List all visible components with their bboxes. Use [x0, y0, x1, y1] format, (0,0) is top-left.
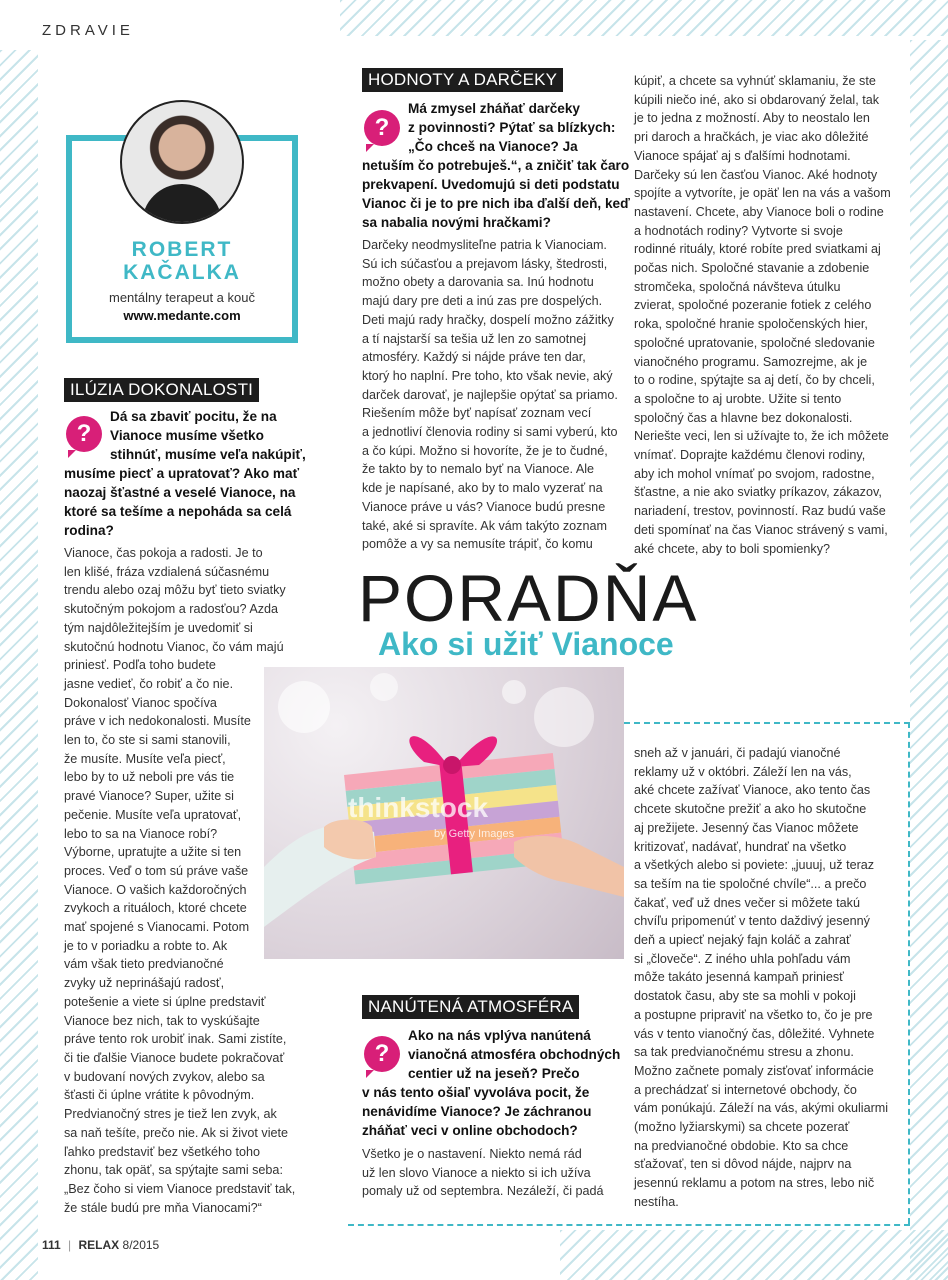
decor-stripes-top — [340, 0, 948, 36]
question-hodnoty: Má zmysel zháňať darčeky z povinnosti? Pýtať sa blízkych: „Čo chceš na Vianoce? Ja netuším čo potrebuješ.“, a zničiť tak čaro prekvapení. Uvedomujú si deti podstatu Vianoc či je to pre nich iba ďalší deň, keď sa nabalia novými hračkami? — [362, 101, 630, 230]
question-icon: ? — [364, 1036, 400, 1072]
question-icon: ? — [66, 416, 102, 452]
author-avatar — [120, 100, 244, 224]
gift-photo — [264, 667, 624, 959]
page-subtitle: Ako si užiť Vianoce — [378, 626, 674, 662]
author-role: mentálny terapeut a kouč — [109, 290, 255, 305]
decor-stripes-bottom — [560, 1230, 948, 1280]
footer-separator: | — [68, 1238, 72, 1252]
question-icon: ? — [364, 110, 400, 146]
question-iluzia: Dá sa zbaviť pocitu, že na Vianoce musíme všetko stihnúť, musíme veľa nakúpiť, musíme piecť a upratovať? Ako mať naozaj šťastné a veselé Vianoce, na ktoré sa tešíme a nepoháda sa celá rodina? — [64, 409, 306, 538]
heading-hodnoty: HODNOTY A DARČEKY — [362, 68, 563, 92]
page-footer — [42, 1238, 159, 1252]
decor-stripes-right — [910, 40, 948, 1280]
page-title: PORADŇA — [358, 561, 699, 635]
question-nanutena: Ako na nás vplýva nanútená vianočná atmosféra obchodných centier už na jeseň? Prečo v nás tento ošiaľ vyvoláva pocit, že nenávidíme Vianoce? Je záchranou zháňať veci v online obchodoch? — [362, 1028, 621, 1138]
watermark: thinkstock — [348, 792, 489, 823]
dashed-line-right — [908, 722, 910, 1224]
dashed-line-bottom — [348, 1224, 910, 1226]
magazine-name: RELAX — [78, 1238, 120, 1252]
author-website[interactable]: www.medante.com — [123, 308, 241, 323]
gift-illustration — [264, 667, 624, 959]
author-first-name: ROBERT — [131, 238, 233, 261]
section-label: ZDRAVIE — [42, 22, 134, 39]
heading-iluzia: ILÚZIA DOKONALOSTI — [64, 378, 259, 402]
watermark-sub: by Getty Images — [434, 828, 515, 840]
dashed-line-top — [624, 722, 910, 724]
body-nanutena: Všetko je o nastavení. Niekto nemá rád už len slovo Vianoce a niekto si ich užíva pomaly už od septembra. Nezáleží, či padá — [362, 1147, 604, 1199]
issue-number: 8/2015 — [122, 1238, 160, 1252]
body-nanutena-col2: sneh až v januári, či padajú vianočné reklamy už v októbri. Záleží len na vás, aké chcete zažívať Vianoce, ako tento čas chcete skutočne prežiť a ako ho skutočne aj prežijete. Jesenný čas Vianoc môžete kritizovať, nadávať, hundrať na všetko a všetkých alebo si poviete: „juuuj, už teraz sa teším na tie spoločné chvíle“... a prečo čakať, veď už dnes večer si môžete takú chvíľu pripomenúť v tento daždivý jesenný deň a upiecť nejaký fajn koláč a zahrať si „človeče“. Z iného uhla pohľadu vám môže takáto jesenná kampaň priniesť dostatok času, aby ste sa mohli v pokoji a postupne pripraviť na všetko to, čo je pre vás v tento vianočný čas, dôležité. Vyhnete sa tak predvianočnému stresu a zhonu. Možno začnete pomaly zisťovať informácie a prechádzať si internetové obchody, čo vám ponúkajú. Záleží na vás, akými okuliarmi (možno lyžiarskymi) sa chcete pozerať na predvianočné obdobie. Kto sa chce sťažovať, ten si dôvod nájde, najprv na jesennú reklamu a potom na stres, lebo nič nestíha. — [634, 746, 889, 1209]
body-hodnoty-col2: kúpiť, a chcete sa vyhnúť sklamaniu, že ste kúpili niečo iné, ako si obdarovaný želal, tak je to jedna z možností. Aby to neostalo len pri daroch a hračkách, je viac ako dôležité Vianoce spájať aj s ďalšími hodnotami. Darčeky sú len časťou Vianoc. Aké hodnoty spojíte a vytvoríte, je opäť len na vás a vašom nastavení. Chcete, aby Vianoce boli o rodine a hodnotách rodiny? Vytvorte si svoje rodinné rituály, ktoré robíte pred sviatkami aj počas nich. Spoločné stavanie a zdobenie stromčeka, spoločná návšteva útulku zvierat, spoločné pozeranie fotiek z celého roka, spoločné hranie spoločenských hier, spoločné upratovanie, spoločné sledovanie vianočného programu. Samozrejme, ak je to o rodine, spýtajte sa aj detí, čo by chceli, a spoločne to aj urobte. Užite si tento spoločný čas a hlavne bez dokonalosti. Neriešte veci, len si užívajte to, že ich môžete vnímať. Doprajte každému členovi rodiny, aby ich mohol vnímať po svojom, radostne, šťastne, a nie ako sviatky príkazov, zákazov, nariadení, trestov, povinností. Raz budú vaše deti spomínať na čas Vianoc strávený s vami, aké chcete, aby to boli spomienky? — [634, 74, 891, 556]
author-last-name: KAČALKA — [123, 261, 241, 284]
heading-nanutena: NANÚTENÁ ATMOSFÉRA — [362, 995, 579, 1019]
page-number: 111 — [42, 1238, 61, 1252]
decor-stripes-left — [0, 50, 38, 1280]
body-iluzia: Vianoce, čas pokoja a radosti. Je to len klišé, fráza vzdialená súčasnému trendu alebo ozaj môžu byť tieto sviatky skutočným pokojom a radosťou? Azda tým najdôležitejším je uvedomiť si skutočnú hodnotu Vianoc, čo vám majú priniesť. Podľa toho budete jasne vedieť, čo robiť a čo nie. Dokonalosť Vianoc spočíva práve v ich nedokonalosti. Musíte len to, čo ste si sami stanovili, že musíte. Musíte veľa piecť, lebo by to už neboli pre vás tie pravé Vianoce? Super, užite si pečenie. Musíte veľa upratovať, lebo to sa na Vianoce robí? Výborne, upratujte a užite si ten proces. Veď o tom sú práve vaše Vianoce. O vašich každoročných zvykoch a rituáloch, ktoré chcete mať spojené s Vianocami. Potom je to v poriadku a robte to. Ak vám však tieto predvianočné zvyky už neprinášajú radosť, potešenie a viete si úplne predstaviť Vianoce bez nich, tak to vyskúšajte práve tento rok urobiť inak. Sami zistíte, či tie ďalšie Vianoce budete pokračovať v budovaní nových zvykov, alebo sa šťasti či úplne vrátite k pôvodným. Predvianočný stres je tiež len zvyk, ak sa naň tešíte, prečo nie. Ak si život viete ľahko predstaviť bez všetkého toho zhonu, tak opäť, sa spýtajte sami seba: „Bez čoho si viem Vianoce predstaviť tak, že stále budú pre mňa Vianocami?“ — [64, 546, 296, 1215]
body-hodnoty: Darčeky neodmysliteľne patria k Vianociam. Sú ich súčasťou a prejavom lásky, štedrosti, možno obety a darovania sa. Inú hodnotu majú dary pre deti a inú zas pre dospelých. Deti majú rady hračky, dospelí možno zážitky a tí najstarší sa tešia už len zo samotnej atmosféry. Každý si nájde práve ten dar, ktorý ho naplní. Pre toho, kto však nevie, aký darček darovať, je najlepšie opýtať sa priamo. Riešením môže byť napísať zoznam vecí a jednotliví členovia rodiny si sami vyberú, kto a čo kúpi. Možno si hovoríte, že je to čudné, že takto by to nemalo byť na Vianoce. Ale kde je napísané, ako by to malo vyzerať na Vianoce práve u vás? Vianoce budú presne také, aké si spravíte. Ak vám takýto zoznam pomôže a vy sa nemusíte trápiť, čo komu — [362, 238, 618, 552]
